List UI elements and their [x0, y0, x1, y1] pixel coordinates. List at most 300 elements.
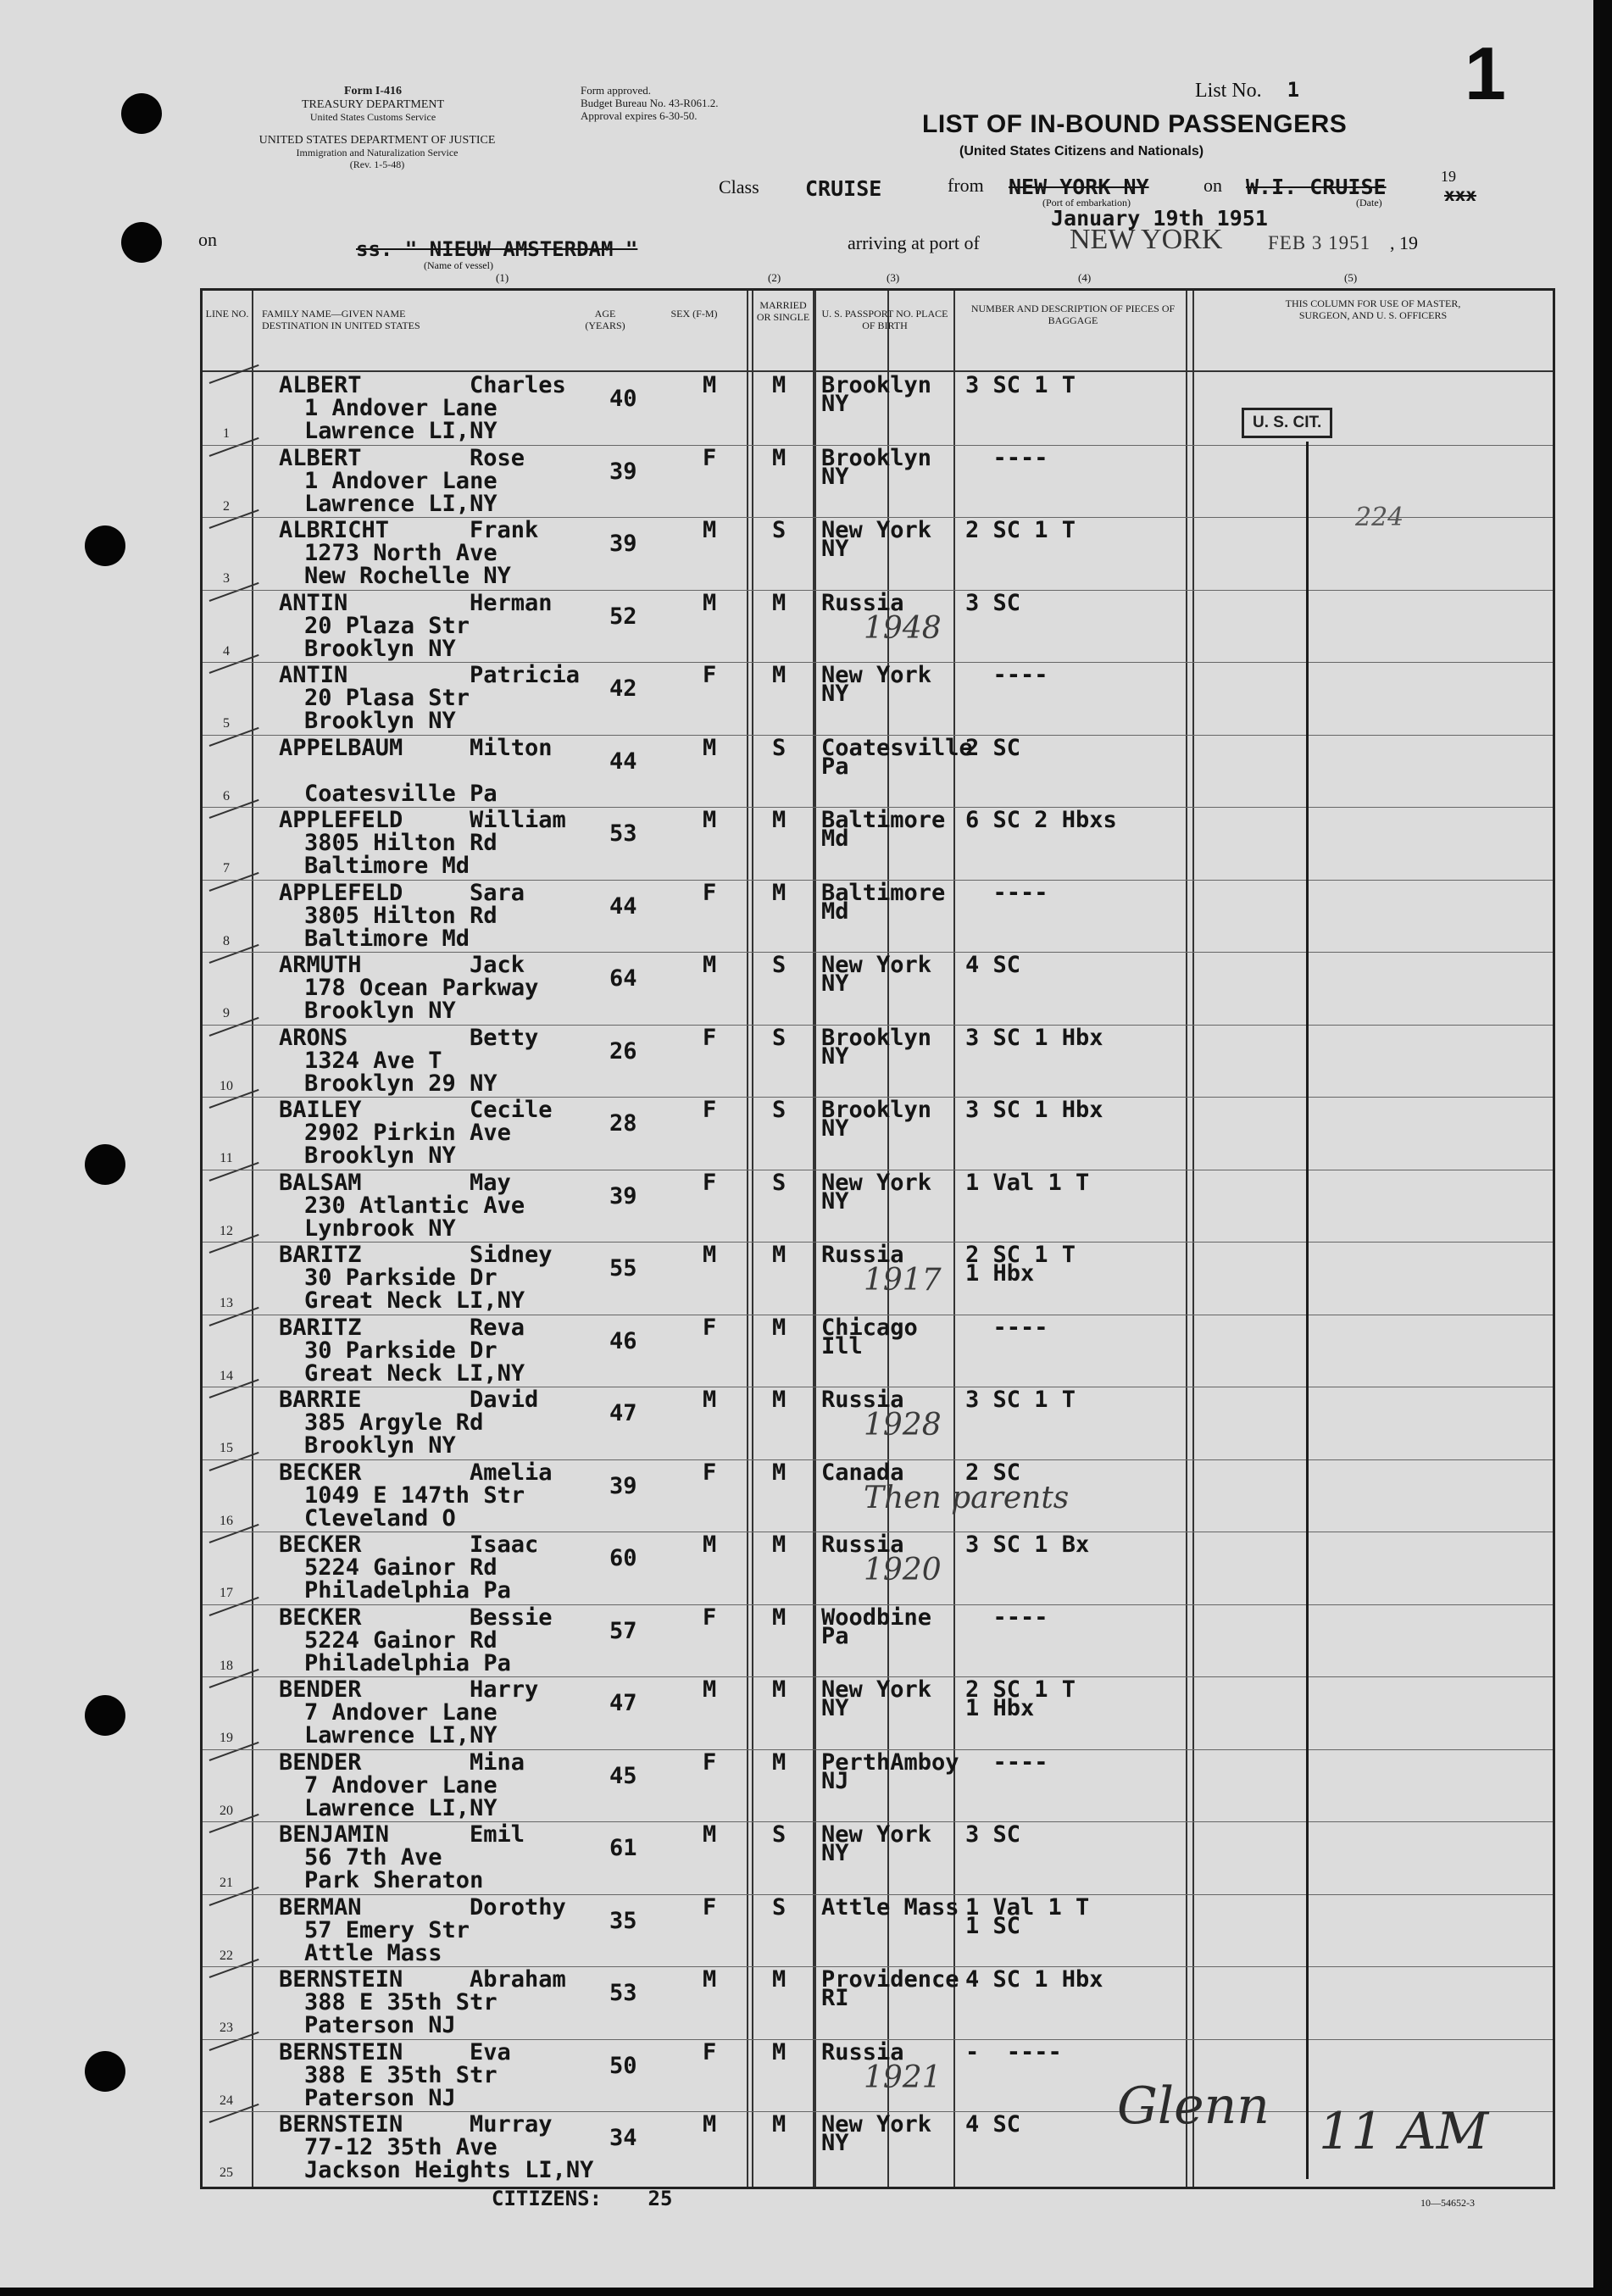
birthplace: Brooklyn: [821, 1097, 932, 1123]
line-number: 19: [220, 1731, 233, 1745]
address-line-2: Cleveland O: [304, 1504, 456, 1532]
justice-block: [199, 134, 555, 171]
birthplace: New York: [821, 1169, 932, 1196]
customs-service: United States Customs Service: [309, 111, 436, 124]
col-head-sex: SEX (F-M): [670, 308, 718, 320]
line-number: 9: [223, 1006, 230, 1020]
page-subtitle: (United States Citizens and Nationals): [959, 144, 1204, 158]
line-number: 23: [220, 2021, 233, 2035]
family-name: APPLEFELD: [279, 807, 403, 833]
col-head-name: FAMILY NAME—GIVEN NAME DESTINATION IN UNITED STATES: [262, 308, 420, 332]
baggage: ----: [965, 662, 1048, 688]
birthplace-state: RI: [821, 1985, 849, 2011]
baggage: - ----: [965, 2038, 1062, 2065]
check-mark-icon: [209, 364, 259, 384]
family-name: BERNSTEIN: [279, 2111, 403, 2138]
birthplace-state: NY: [821, 1695, 849, 1721]
address-line-1: 57 Emery Str: [304, 1916, 470, 1943]
table-row: [203, 1606, 1553, 1678]
marital-status: S: [772, 1097, 787, 1123]
year-struck: xxx: [1444, 185, 1476, 205]
form-approved: Form approved.: [581, 84, 652, 97]
baggage-extra: 1 SC: [965, 1912, 1021, 1939]
birthplace: New York: [821, 952, 932, 978]
table-row: [203, 734, 1553, 809]
given-name: Sidney: [470, 1242, 553, 1268]
marital-status: M: [772, 444, 787, 471]
table-row: [203, 1388, 1553, 1460]
family-name: ARMUTH: [279, 952, 362, 978]
table-row: [203, 589, 1553, 664]
birthplace: Russia: [821, 1242, 904, 1268]
line-number: 2: [223, 498, 230, 514]
sex: F: [703, 444, 717, 471]
address-line-1: 230 Atlantic Ave: [304, 1192, 525, 1219]
age: 61: [609, 1835, 637, 1861]
voyage-value: W.I. CRUISE: [1246, 175, 1387, 199]
given-name: Rose: [470, 444, 525, 471]
row-divider: [203, 662, 1553, 663]
given-name: Patricia: [470, 662, 581, 688]
baggage: 3 SC: [965, 589, 1021, 616]
age: 42: [609, 675, 637, 702]
line-number: 15: [220, 1441, 233, 1455]
on-label: on: [1203, 175, 1222, 196]
form-number: Form I-416: [343, 85, 403, 97]
row-divider: [203, 1821, 1553, 1822]
baggage: 3 SC 1 Hbx: [965, 1097, 1103, 1123]
baggage: 2 SC 1 T: [965, 517, 1076, 543]
line-number: 14: [220, 1368, 233, 1383]
marital-status: M: [772, 662, 787, 688]
sex: M: [703, 1532, 717, 1558]
birthplace-state: NY: [821, 1187, 849, 1215]
birthplace: New York: [821, 1676, 932, 1703]
marital-status: M: [772, 1314, 787, 1341]
family-name: ALBERT: [279, 444, 362, 471]
list-number: [1195, 78, 1299, 103]
age: 60: [609, 1545, 637, 1571]
table-row: [203, 1968, 1553, 2040]
address-line-1: 5224 Gainor Rd: [304, 1554, 497, 1581]
birthplace: Russia: [821, 1387, 904, 1413]
arrival-year: , 19: [1390, 232, 1418, 253]
family-name: BERNSTEIN: [279, 1966, 403, 1993]
table-row: [203, 881, 1553, 953]
birthplace: Chicago: [821, 1314, 918, 1341]
birthplace-state: NY: [821, 536, 849, 562]
birthplace: New York: [821, 662, 932, 688]
age: 45: [609, 1762, 637, 1789]
table-row: [203, 1533, 1553, 1605]
given-name: Murray: [470, 2111, 553, 2138]
budget-bureau: Budget Bureau No. 43-R061.2.: [581, 96, 719, 109]
address-line-2: Lynbrook NY: [304, 1215, 456, 1242]
birthplace-state: Md: [821, 826, 849, 852]
line-number: 17: [220, 1586, 233, 1600]
sex: F: [703, 1604, 717, 1631]
birthplace: PerthAmboy: [821, 1748, 959, 1776]
address-line-1: 7 Andover Lane: [304, 1771, 497, 1798]
citizens-count: 25: [648, 2187, 673, 2210]
family-name: BARRIE: [279, 1387, 362, 1413]
family-name: ALBERT: [279, 372, 362, 398]
given-name: Mina: [470, 1748, 525, 1776]
baggage: 4 SC: [965, 952, 1021, 978]
row-divider: [203, 880, 1553, 881]
marital-status: M: [772, 1748, 787, 1776]
sex: M: [703, 2111, 717, 2138]
list-no-label: List No.: [1195, 80, 1262, 102]
line-number: 10: [220, 1078, 233, 1093]
col-head-officer: THIS COLUMN FOR USE OF MASTER, SURGEON, AND U. S. OFFICERS: [1285, 297, 1461, 322]
given-name: May: [470, 1169, 511, 1196]
line-number: 12: [220, 1223, 233, 1238]
age: 47: [609, 1690, 637, 1716]
date-caption: (Date): [1356, 197, 1382, 208]
age: 28: [609, 1110, 637, 1137]
arriving-label: arriving at port of: [848, 232, 980, 253]
address-line-1: 30 Parkside Dr: [304, 1265, 497, 1291]
marital-status: M: [772, 1459, 787, 1486]
cruise-date: January 19th 1951: [1051, 206, 1268, 231]
sex: F: [703, 2038, 717, 2065]
age: 55: [609, 1255, 637, 1281]
sex: F: [703, 1459, 717, 1486]
col-number-3: (3): [887, 271, 900, 284]
birthplace-state: NY: [821, 681, 849, 707]
table-row: [203, 1243, 1553, 1315]
family-name: BENDER: [279, 1748, 362, 1776]
birthplace: Baltimore: [821, 879, 946, 906]
handwritten-entry-year: 1921: [864, 2060, 942, 2095]
family-name: BERNSTEIN: [279, 2038, 403, 2065]
baggage: 3 SC 1 T: [965, 1387, 1076, 1413]
sex: M: [703, 734, 717, 761]
marital-status: S: [772, 1024, 787, 1051]
page-title: LIST OF IN-BOUND PASSENGERS: [922, 110, 1348, 138]
birthplace: New York: [821, 1821, 932, 1848]
table-row: [203, 1823, 1553, 1895]
address-line-1: 388 E 35th Str: [304, 1989, 497, 2015]
handwritten-entry-year: 1928: [864, 1408, 942, 1443]
table-row: [203, 1026, 1553, 1098]
line-number: 21: [220, 1876, 233, 1890]
family-name: BERMAN: [279, 1893, 362, 1921]
table-row: [203, 1678, 1553, 1750]
scan-edge-bottom: [0, 2288, 1612, 2296]
age: 39: [609, 1472, 637, 1499]
given-name: David: [470, 1387, 539, 1413]
age: 53: [609, 820, 637, 847]
marital-status: M: [772, 589, 787, 616]
line-number: 16: [220, 1513, 233, 1528]
punch-hole-icon: [85, 1144, 125, 1185]
sex: M: [703, 807, 717, 833]
marital-status: S: [772, 1893, 787, 1921]
address-line-1: 178 Ocean Parkway: [304, 975, 539, 1001]
address-line-2: Baltimore Md: [304, 925, 470, 952]
sex: M: [703, 1242, 717, 1268]
address-line-2: Great Neck LI,NY: [304, 1359, 525, 1387]
address-line-1: 30 Parkside Dr: [304, 1337, 497, 1364]
sex: F: [703, 1314, 717, 1341]
year-prefix: 19: [1441, 168, 1456, 185]
given-name: Herman: [470, 589, 553, 616]
family-name: ANTIN: [279, 589, 348, 616]
row-divider: [203, 1894, 1553, 1895]
address-line-2: Lawrence LI,NY: [304, 418, 497, 444]
baggage: 2 SC 1 T: [965, 1676, 1076, 1703]
approval-expires: Approval expires 6-30-50.: [581, 108, 698, 122]
address-line-1: 1 Andover Lane: [304, 467, 497, 494]
line-number: 11: [220, 1151, 233, 1165]
family-name: ALBRICHT: [279, 517, 390, 543]
col-head-age: AGE (YEARS): [585, 308, 625, 332]
given-name: Dorothy: [470, 1893, 566, 1921]
sex: F: [703, 1024, 717, 1051]
address-line-2: Paterson NJ: [304, 2084, 456, 2111]
family-name: ARONS: [279, 1024, 348, 1051]
given-name: Harry: [470, 1676, 539, 1703]
sex: M: [703, 1676, 717, 1703]
citizen-stamp: U. S. CIT.: [1242, 408, 1332, 438]
baggage: ----: [965, 1604, 1048, 1631]
address-line-2: Lawrence LI,NY: [304, 490, 497, 517]
family-name: BALSAM: [279, 1169, 362, 1196]
row-divider: [203, 517, 1553, 518]
given-name: Betty: [470, 1024, 539, 1051]
address-line-1: 385 Argyle Rd: [304, 1409, 484, 1436]
handwritten-entry-year: 1917: [864, 1263, 942, 1298]
ins-service: Immigration and Naturalization Service: [296, 147, 459, 159]
arrival-stamp: FEB 3 1951: [1268, 232, 1371, 253]
punch-hole-icon: [85, 2051, 125, 2092]
family-name: BECKER: [279, 1604, 362, 1631]
table-row: [203, 444, 1553, 519]
officer-bracket-line: [1306, 442, 1309, 2179]
marital-status: M: [772, 2038, 787, 2065]
arriving-port: NEW YORK: [1070, 224, 1223, 255]
baggage-extra: 1 Hbx: [965, 1260, 1035, 1287]
address-line-1: 3805 Hilton Rd: [304, 830, 497, 856]
birthplace: Baltimore: [821, 807, 946, 833]
baggage: 3 SC 1 T: [965, 372, 1076, 398]
address-line-2: Brooklyn 29 NY: [304, 1070, 497, 1097]
marital-status: M: [772, 1676, 787, 1703]
sex: M: [703, 1821, 717, 1848]
marital-status: M: [772, 807, 787, 833]
page-corner-number: 1: [1465, 31, 1506, 115]
marital-status: M: [772, 1966, 787, 1993]
punch-hole-icon: [121, 93, 162, 134]
address-line-1: 2902 Pirkin Ave: [304, 1120, 511, 1146]
inspector-signature: Glenn: [1117, 2076, 1270, 2136]
table-row: [203, 1748, 1553, 1823]
row-divider: [203, 1676, 1553, 1677]
address-line-1: 5224 Gainor Rd: [304, 1626, 497, 1654]
time-note: 11 AM: [1319, 2102, 1489, 2161]
age: 35: [609, 1907, 637, 1934]
col-number-1: (1): [496, 271, 509, 284]
address-line-1: 77-12 35th Ave: [304, 2134, 497, 2160]
age: 50: [609, 2052, 637, 2079]
baggage: ----: [965, 1748, 1048, 1776]
marital-status: M: [772, 879, 787, 906]
address-line-1: 20 Plaza Str: [304, 612, 470, 639]
given-name: Charles: [470, 372, 566, 398]
line-number: 1: [223, 426, 230, 441]
marital-status: S: [772, 952, 787, 978]
row-divider: [203, 1459, 1553, 1460]
family-name: BARITZ: [279, 1314, 362, 1341]
row-divider: [203, 2039, 1553, 2040]
birthplace: Brooklyn: [821, 372, 932, 398]
birthplace: Russia: [821, 1532, 904, 1558]
marital-status: M: [772, 1604, 787, 1631]
from-label: from: [948, 175, 984, 196]
handwritten-entry-year: 1948: [864, 610, 942, 646]
baggage: 4 SC 1 Hbx: [965, 1966, 1103, 1993]
vessel-caption: (Name of vessel): [424, 259, 493, 271]
address-line-1: 1 Andover Lane: [304, 395, 497, 421]
row-divider: [203, 590, 1553, 591]
given-name: Cecile: [470, 1097, 553, 1123]
address-line-1: 20 Plasa Str: [304, 685, 470, 711]
given-name: Isaac: [470, 1532, 539, 1558]
birthplace: Woodbine: [821, 1604, 932, 1631]
justice-dept: UNITED STATES DEPARTMENT OF JUSTICE: [258, 134, 496, 147]
table-row: [203, 374, 1553, 446]
given-name: Reva: [470, 1314, 525, 1341]
baggage: ----: [965, 444, 1048, 471]
address-line-2: Jackson Heights LI,NY: [304, 2157, 594, 2183]
col-number-2: (2): [768, 271, 781, 284]
table-row: [203, 953, 1553, 1026]
port-caption: (Port of embarkation): [1042, 197, 1131, 208]
table-row: [203, 664, 1553, 736]
handwritten-entry-year: 1920: [864, 1553, 942, 1587]
citizens-total: [492, 2187, 672, 2210]
age: 26: [609, 1037, 637, 1065]
officer-note: 224: [1355, 503, 1404, 532]
address-line-1: 7 Andover Lane: [304, 1699, 497, 1726]
class-label: Class: [719, 176, 759, 197]
baggage: 4 SC: [965, 2111, 1021, 2138]
punch-hole-icon: [85, 1695, 125, 1736]
passenger-table: [200, 288, 1555, 2189]
sex: F: [703, 1169, 717, 1196]
table-row: [203, 1171, 1553, 1243]
family-name: BENJAMIN: [279, 1821, 390, 1848]
line-number: 7: [223, 861, 230, 876]
marital-status: S: [772, 734, 787, 761]
birthplace: Coatesville: [821, 734, 973, 761]
baggage: 3 SC 1 Hbx: [965, 1024, 1103, 1051]
sex: M: [703, 1387, 717, 1413]
family-name: BENDER: [279, 1676, 362, 1703]
marital-status: M: [772, 2111, 787, 2138]
family-name: ANTIN: [279, 662, 348, 688]
marital-status: S: [772, 517, 787, 543]
family-name: BECKER: [279, 1532, 362, 1558]
birthplace-state: NY: [821, 1115, 849, 1142]
table-row: [203, 1316, 1553, 1388]
family-name: BARITZ: [279, 1242, 362, 1268]
punch-hole-icon: [85, 525, 125, 566]
given-name: Milton: [470, 734, 553, 761]
birthplace: Brooklyn: [821, 444, 932, 471]
age: 39: [609, 1182, 637, 1209]
age: 40: [609, 386, 637, 412]
family-name: BAILEY: [279, 1097, 362, 1123]
address-line-2: Brooklyn NY: [304, 998, 456, 1024]
age: 46: [609, 1327, 637, 1354]
sex: F: [703, 662, 717, 688]
address-line-2: Philadelphia Pa: [304, 1577, 511, 1604]
age: 53: [609, 1980, 637, 2006]
birthplace: Brooklyn: [821, 1024, 932, 1051]
sex: M: [703, 952, 717, 978]
col-head-married: MARRIED OR SINGLE: [756, 299, 810, 324]
row-divider: [203, 735, 1553, 736]
row-divider: [203, 1025, 1553, 1026]
family-name: APPLEFELD: [279, 879, 403, 906]
sex: F: [703, 879, 717, 906]
sex: F: [703, 1893, 717, 1921]
birthplace-state: NY: [821, 2130, 849, 2156]
given-name: Abraham: [470, 1966, 566, 1993]
given-name: Emil: [470, 1821, 525, 1848]
line-number: 6: [223, 788, 230, 803]
line-number: 13: [220, 1296, 233, 1310]
row-divider: [203, 807, 1553, 808]
baggage: 1 Val 1 T: [965, 1169, 1090, 1196]
birthplace-state: NY: [821, 463, 849, 490]
citizens-label: CITIZENS:: [492, 2187, 603, 2210]
age: 34: [609, 2125, 637, 2151]
age: 57: [609, 1617, 637, 1644]
marital-status: S: [772, 1821, 787, 1848]
family-name: BECKER: [279, 1459, 362, 1486]
baggage: 1 Val 1 T: [965, 1893, 1090, 1921]
birthplace-state: NY: [821, 391, 849, 417]
line-number: 4: [223, 643, 230, 659]
table-row: [203, 809, 1553, 881]
col-head-baggage: NUMBER AND DESCRIPTION OF PIECES OF BAGGAGE: [970, 303, 1176, 327]
birthplace: Providence: [821, 1966, 959, 1993]
birthplace-state: Md: [821, 898, 849, 925]
line-number: 20: [220, 1803, 233, 1818]
col-number-5: (5): [1344, 271, 1358, 284]
given-name: Jack: [470, 952, 525, 978]
row-divider: [203, 445, 1553, 446]
sex: M: [703, 517, 717, 543]
list-no-value: 1: [1287, 78, 1300, 102]
birthplace-state: Pa: [821, 1622, 849, 1649]
marital-status: M: [772, 1532, 787, 1558]
address-line-2: Coatesville Pa: [304, 780, 497, 807]
col-head-passport: U. S. PASSPORT NO. PLACE OF BIRTH: [821, 308, 948, 332]
birthplace-state: Pa: [821, 753, 849, 780]
address-line-2: Brooklyn NY: [304, 1142, 456, 1169]
row-divider: [203, 1966, 1553, 1967]
baggage: ----: [965, 879, 1048, 906]
address-line-2: Baltimore Md: [304, 853, 470, 879]
given-name: Sara: [470, 879, 525, 906]
address-line-2: Park Sheraton: [304, 1867, 484, 1893]
line-number: 5: [223, 716, 230, 731]
